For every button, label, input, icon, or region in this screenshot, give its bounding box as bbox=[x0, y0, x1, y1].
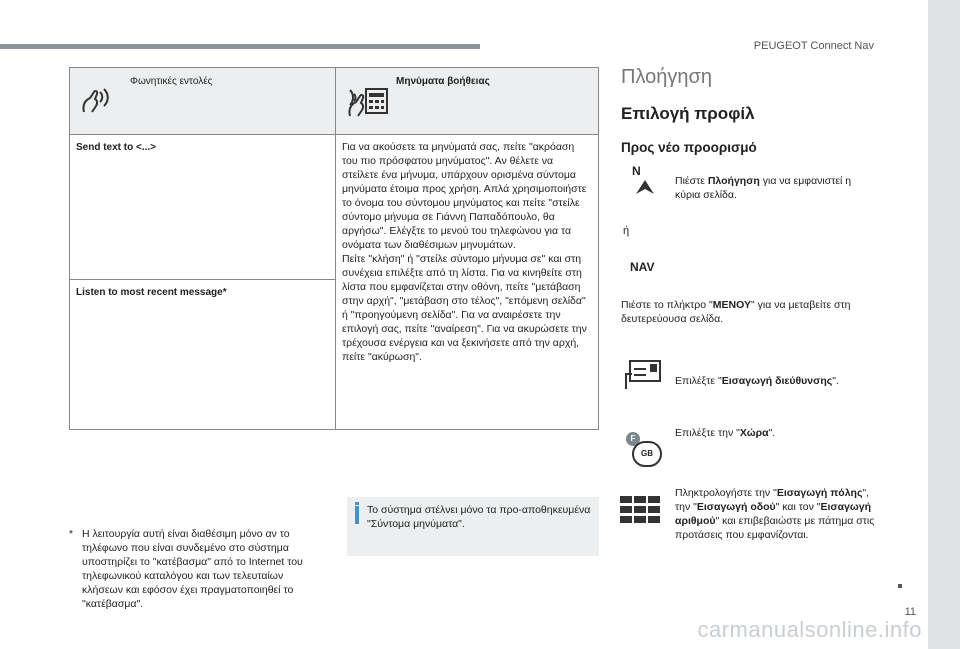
step-address bbox=[675, 374, 875, 388]
step5-d: Εισαγωγή οδού bbox=[696, 501, 776, 513]
footnote-text: Η λειτουργία αυτή είναι διαθέσιμη μόνο αν το τηλέφωνο που είναι συνδεμένο στο σύστημα υποστηρίζει το "κατέβασμα" από το Internet του τηλεφωνικού καταλόγου και των τελευταίων κλήσεων και εφόσον έχει πραγματοποιηθεί το "κατέβασμα". bbox=[82, 528, 303, 610]
command-cell bbox=[70, 280, 336, 430]
step5-g: " και επιβεβαιώστε με πάτημα στις προτάσεις που εμφανίζονται. bbox=[675, 515, 875, 541]
command-cell bbox=[70, 135, 336, 280]
running-header: PEUGEOT Connect Nav bbox=[753, 40, 874, 52]
step2-post: " για να μεταβείτε στη δευτερεύουσα σελίδα. bbox=[621, 299, 851, 325]
page-number: 11 bbox=[904, 606, 916, 618]
step1-post: για να εμφανιστεί η κύρια σελίδα. bbox=[675, 175, 852, 201]
footnote-star: * bbox=[69, 528, 74, 540]
keyboard-icon bbox=[620, 496, 662, 524]
watermark: carmanualsonline.info bbox=[697, 617, 922, 642]
step5-b: Εισαγωγή πόλης bbox=[776, 487, 863, 499]
info-box bbox=[347, 497, 599, 556]
voice-message-help-icon bbox=[346, 86, 390, 118]
or-label: ή bbox=[623, 225, 630, 237]
step3-bold: Εισαγωγή διεύθυνσης bbox=[721, 375, 833, 387]
info-icon bbox=[355, 506, 359, 524]
step2-bold: ΜΕΝΟΥ bbox=[712, 299, 751, 311]
step1-bold: Πλοήγηση bbox=[707, 175, 760, 187]
header-rule bbox=[0, 44, 480, 49]
corner-mark bbox=[898, 584, 902, 588]
step3-post: ". bbox=[832, 375, 839, 387]
step-menu bbox=[621, 298, 881, 326]
info-text: Το σύστημα στέλνει μόνο τα προ-αποθηκευμένα "Σύντομα μηνύματα". bbox=[367, 504, 591, 530]
step5-c: ", την " bbox=[675, 487, 870, 513]
flag-gb-icon: GB bbox=[632, 441, 662, 467]
step5-e: " και τον " bbox=[775, 501, 821, 513]
help-text: Για να ακούσετε τα μηνύματά σας, πείτε "ακρόαση του πιο πρόσφατου μηνύματος". Αν θέλετε να στείλετε ένα μήνυμα, υπάρχουν ορισμένα σύντομα μηνύματα έτοιμα προς χρήση. Απλά χρησιμοποιήστε το όνομα του σύντομου μηνύματος και πείτε "στείλε σύντομο μήνυμα σε Γιάννη Παπαδόπουλο, θα αργήσω". Ελέγξτε το μενού του τηλεφώνου για τα ονόματα των διαθέσιμων μηνυμάτων. bbox=[342, 141, 587, 251]
section-subtitle: Επιλογή προφίλ bbox=[621, 104, 755, 123]
help-text-2: Πείτε "κλήση" ή "στείλε σύντομο μήνυμα σε" και στη συνέχεια επιλέξτε από τη λίστα. Για να κινηθείτε στη λίστα που εμφανίζεται στην οθόνη, πείτε "μετάβαση στην αρχή", "μετάβαση στο τέλος", "επόμενη σελίδα" ή "προηγούμενη σελίδα". Για να αναιρέσετε την επιλογή σας, πείτε "αναίρεση". Για να ακυρώσετε την τρέχουσα ενέργεια και να ξεκινήσετε από την αρχή, πείτε "ακύρωση". bbox=[342, 253, 587, 363]
help-column-title: Μηνύματα βοήθειας bbox=[396, 76, 490, 87]
navigation-arrow-icon bbox=[634, 178, 656, 196]
table-header-row bbox=[70, 68, 599, 135]
flag-f-icon: F bbox=[626, 432, 640, 446]
step4-pre: Επιλέξτε την " bbox=[675, 427, 740, 439]
help-cell bbox=[336, 135, 599, 430]
voice-commands-table bbox=[69, 67, 599, 430]
step4-bold: Χώρα bbox=[739, 427, 769, 439]
voice-command-icon bbox=[80, 86, 114, 114]
section-heading: Προς νέο προορισμό bbox=[621, 140, 757, 155]
table-header-commands bbox=[70, 68, 336, 135]
command-listen-recent: Listen to most recent message bbox=[76, 287, 223, 298]
command-send-text: Send text to <...> bbox=[76, 142, 157, 153]
nav-key-icon: NAV bbox=[630, 260, 655, 274]
step5-f: Εισαγωγή αριθμού bbox=[675, 501, 871, 527]
step2-pre: Πιέστε το πλήκτρο " bbox=[621, 299, 713, 311]
footnote-marker: * bbox=[222, 287, 227, 298]
step-country bbox=[675, 426, 875, 440]
section-title: Πλοήγηση bbox=[621, 66, 712, 88]
step3-pre: Επιλέξτε " bbox=[675, 375, 722, 387]
info-icon-dot bbox=[355, 502, 359, 505]
step-city-street-number bbox=[675, 486, 880, 542]
page-edge-strip bbox=[928, 0, 960, 649]
address-entry-icon bbox=[624, 360, 662, 390]
step1-pre: Πιέστε bbox=[675, 175, 708, 187]
step4-post: ". bbox=[768, 427, 776, 439]
north-icon: N bbox=[632, 164, 641, 178]
step5-a: Πληκτρολογήστε την " bbox=[675, 487, 777, 499]
step-navigation bbox=[675, 174, 875, 202]
table-row bbox=[70, 135, 599, 280]
table-header-help bbox=[336, 68, 599, 135]
commands-column-title: Φωνητικές εντολές bbox=[130, 76, 213, 87]
footnote bbox=[69, 527, 314, 611]
